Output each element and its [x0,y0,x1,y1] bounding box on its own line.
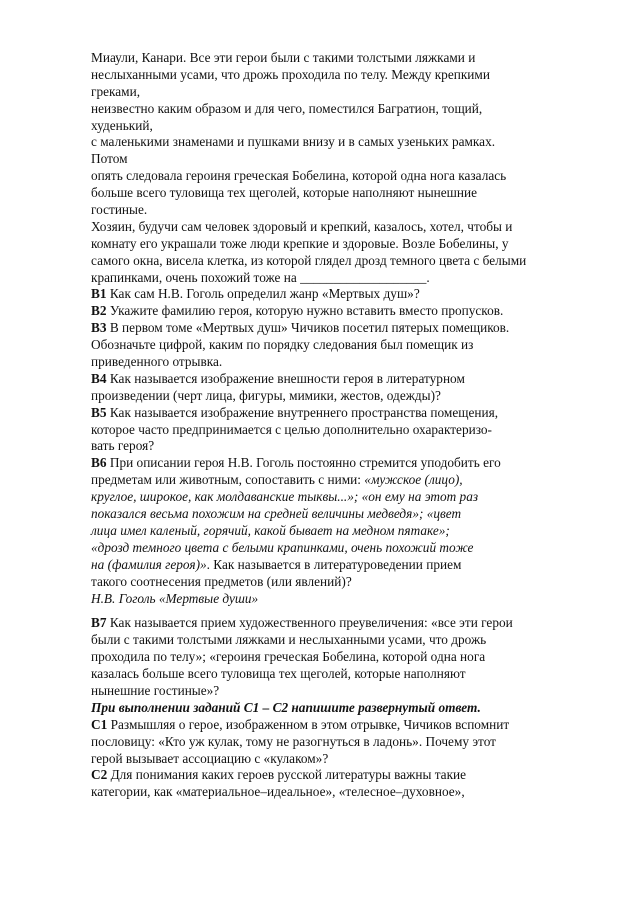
task-b4 [91,371,591,405]
task-b7 [91,615,591,699]
task-label: B2 [91,303,107,319]
quote-text: «мужское (лицо), [364,472,463,488]
document-page [91,50,591,801]
passage-line: Потом [91,151,128,167]
task-c1 [91,717,591,768]
task-text: приведенного отрывка. [91,354,223,370]
passage-line: опять следовала героиня греческая Бобелина, которой одна нога казалась [91,168,507,184]
passage-line: гостиные. [91,202,148,218]
task-text: В первом томе «Мертвых душ» Чичиков посетил пятерых помещиков. [106,320,510,336]
task-text: были с такими толстыми ляжками и неслыханными усами, что дрожь [91,632,487,648]
task-label: B6 [91,455,107,471]
task-text: проходила по телу»; «героиня греческая Бобелина, которой одна нога [91,649,486,665]
task-b2 [91,303,591,320]
passage [91,50,591,286]
task-label: B7 [91,615,107,631]
quote-text: на (фамилия героя)» [91,556,207,572]
passage-line: худенький, [91,117,153,133]
passage-line: Миаули, Канари. Все эти герои были с такими толстыми ляжками и [91,50,476,65]
task-c2 [91,767,591,801]
source-citation: Н.В. Гоголь «Мертвые души» [91,590,259,606]
passage-line: с маленькими знаменами и пушками внизу и в самых узеньких рамках. [91,134,496,150]
task-text: Размышляя о герое, изображенном в этом отрывке, Чичиков вспомнит [107,716,510,732]
quote-text: «дрозд темного цвета с белыми крапинками, очень похожий тоже [91,539,474,555]
task-b3 [91,320,591,371]
task-text: казалась больше всего туловища тех щеголей, которые наполняют [91,666,466,682]
task-text: При описании героя Н.В. Гоголь постоянно стремится уподобить его [106,455,501,471]
task-text: герой вызывает ассоциацию с «кулаком»? [91,750,329,766]
task-text: Обозначьте цифрой, каким по порядку следования был помещик из [91,337,474,353]
quote-text: показался весьма похожим на средней величины медведя»; «цвет [91,506,462,522]
task-text: Как называется изображение внутреннего пространства помещения, [106,404,499,420]
task-label: B3 [91,320,107,336]
task-text: предметам или животным, сопоставить с ними: [91,472,365,488]
task-b5 [91,405,591,456]
task-text: пословицу: «Кто уж кулак, тому не разогнуться в ладонь». Почему этот [91,733,496,749]
instructions-heading: При выполнении заданий С1 – С2 напишите развернутый ответ. [91,699,481,715]
task-text: Как называется прием художественного преувеличения: «все эти герои [106,615,513,631]
task-text: которое часто предпринимается с целью дополнительно охарактеризо- [91,421,492,437]
task-text: вать героя? [91,438,155,454]
task-label: C2 [91,767,108,783]
task-b1 [91,286,591,303]
quote-text: лица имел каленый, горячий, какой бывает на медном пятаке»; [91,522,450,538]
task-label: B5 [91,404,107,420]
passage-line: крапинками, очень похожий тоже на ___________________. [91,269,430,285]
task-text: Как называется изображение внешности героя в литературном [106,370,465,386]
task-label: B1 [91,286,107,302]
passage-line: комнату его украшали тоже люди крепкие и здоровые. Возле Бобелины, у [91,235,509,251]
task-b6 [91,455,591,607]
passage-line: неизвестно каким образом и для чего, поместился Багратион, тощий, [91,100,483,116]
passage-line: греками, [91,83,141,99]
passage-line: Хозяин, будучи сам человек здоровый и крепкий, казалось, хотел, чтобы и [91,218,513,234]
task-text: Для понимания каких героев русской литературы важны такие [107,767,467,783]
task-label: B4 [91,370,107,386]
task-text: Как сам Н.В. Гоголь определил жанр «Мертвых душ»? [106,286,420,302]
passage-line: неслыханными усами, что дрожь проходила по телу. Между крепкими [91,66,490,82]
task-text: Укажите фамилию героя, которую нужно вставить вместо пропусков. [106,303,504,319]
task-text: . Как называется в литературоведении прием [206,556,462,572]
task-text: произведении (черт лица, фигуры, мимики, жестов, одежды)? [91,387,441,403]
passage-line: больше всего туловища тех щеголей, которые наполняют нынешние [91,185,478,201]
quote-text: круглое, широкое, как молдаванские тыквы...»; «он ему на этот раз [91,489,479,505]
task-text: категории, как «материальное–идеальное», «телесное–духовное», [91,784,465,800]
task-text: такого соотнесения предметов (или явлений)? [91,573,352,589]
task-label: C1 [91,716,108,732]
task-text: нынешние гостиные»? [91,682,220,698]
passage-line: самого окна, висела клетка, из которой глядел дрозд темного цвета с белыми [91,252,527,268]
